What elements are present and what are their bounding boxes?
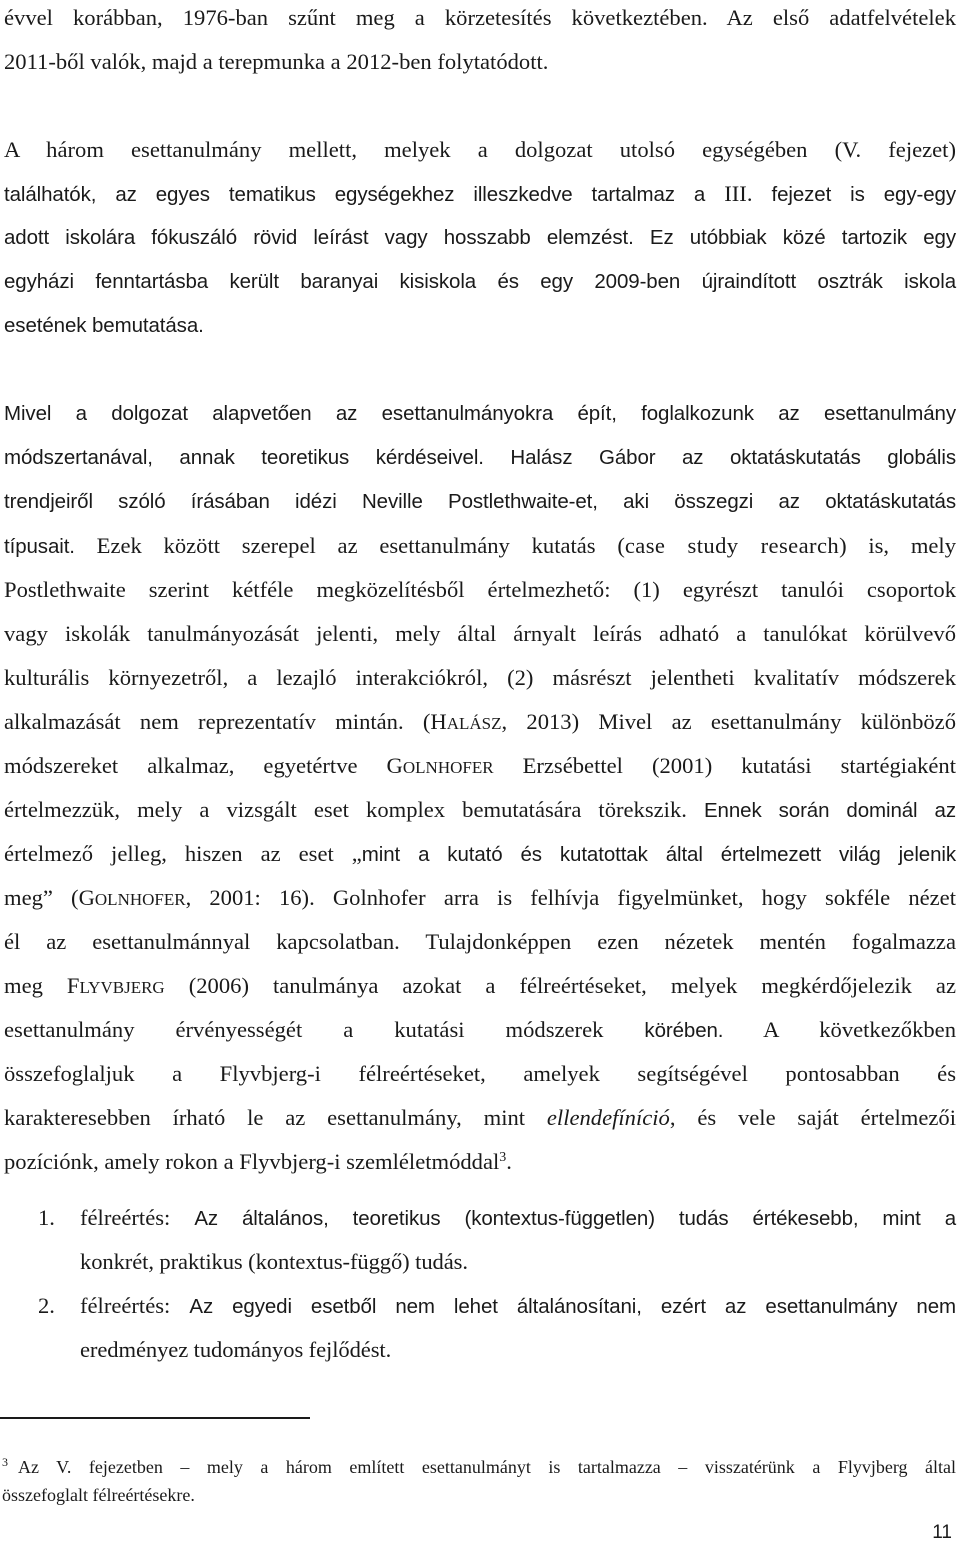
paragraph-line: egyházi fenntartásba került baranyai kisiskola és egy 2009-ben újraindított osztrák iskola [4,270,956,293]
list-number: 1. [38,1205,55,1230]
paragraph-line: A három esettanulmány mellett, melyek a dolgozat utolsó egységében (V. fejezet) [4,137,956,162]
paragraph-line: él az esettanulmánnyal kapcsolatban. Tulajdonképpen ezen nézetek mentén fogalmazza [4,929,956,954]
paragraph-line: módszereket alkalmaz, egyetértve GOLNHOFER Erzsébettel (2001) kutatási startégiaként [4,753,956,778]
page-number: 11 [932,1522,952,1543]
paragraph-line: találhatók, az egyes tematikus egységekhez illeszkedve tartalmaz a III. fejezet is egy-egy [4,181,956,206]
footnote-line: összefoglalt félreértésekre. [2,1485,195,1505]
paragraph-line: 2011-ből valók, majd a terepmunka a 2012-ben folytatódott. [4,49,549,74]
paragraph-line: alkalmazását nem reprezentatív mintán. (HALÁSZ, 2013) Mivel az esettanulmány különböző [4,709,957,734]
paragraph-line: értelmezzük, mely a vizsgált eset komplex bemutatására törekszik. Ennek során dominál az [4,797,956,822]
paragraph-line: összefoglaljuk a Flyvbjerg-i félreértéseket, amelyek segítségével pontosabban és [4,1061,956,1086]
paragraph-line: esettanulmány érvényességét a kutatási módszerek körében. A következőkben [4,1017,957,1042]
list-item-line: félreértés: Az általános, teoretikus (kontextus-független) tudás értékesebb, mint a [80,1205,956,1230]
list-item-line: eredményez tudományos fejlődést. [80,1337,392,1362]
footnote-ref: 3 [499,1150,507,1165]
paragraph-line: Mivel a dolgozat alapvetően az esettanulmányokra épít, foglalkozunk az esettanulmány [4,402,956,425]
list-item-line: konkrét, praktikus (kontextus-függő) tudás. [80,1249,468,1274]
paragraph-line: típusait. Ezek között szerepel az esettanulmány kutatás (case study research) is, mely [4,533,957,558]
paragraph-line: módszertanával, annak teoretikus kérdéseivel. Halász Gábor az oktatáskutatás globális [4,446,956,469]
paragraph-line: Postlethwaite szerint kétféle megközelítésből értelmezhető: (1) egyrészt tanulói csoportok [4,577,956,602]
paragraph-line: meg FLYVBJERG (2006) tanulmánya azokat a félreértéseket, melyek megkérdőjelezik az [4,973,956,998]
paragraph-line: értelmező jelleg, hiszen az eset „mint a kutató és kutatottak által értelmezett világ jelenik [4,841,956,866]
footnote-line: $^3$ Az V. fejezetben – mely a három említett esettanulmányt is tartalmazza – visszatérünk a Flyvjberg által [2,1455,956,1477]
paragraph-line: vagy iskolák tanulmányozását jelenti, mely által árnyalt leírás adható a tanulókat körülvevő [4,621,956,646]
paragraph-line: meg” (GOLNHOFER, 2001: 16). Golnhofer arra is felhívja figyelmünket, hogy sokféle nézet [4,885,956,910]
paragraph-line: esetének bemutatása. [4,314,204,337]
paragraph-line: trendjeiről szóló írásában idézi Neville Postlethwaite-et, aki összegzi az oktatáskutatás [4,490,956,513]
paragraph-line: kulturális környezetről, a lezajló interakciókról, (2) másrészt jelentheti kvalitatív módszerek [4,665,956,690]
paragraph-line: adott iskolára fókuszáló rövid leírást vagy hosszabb elemzést. Ez utóbbiak közé tartozik egy [4,226,956,249]
list-item-line: félreértés: Az egyedi esetből nem lehet általánosítani, ezért az esettanulmány nem [80,1293,956,1318]
paragraph-line: pozíciónk, amely rokon a Flyvbjerg-i szemléletmóddal$^3$. [4,1149,512,1174]
list-number: 2. [38,1293,55,1318]
paragraph-line: karakteresebben írható le az esettanulmány, mint ellendefíníció, és vele saját értelmezői [4,1105,956,1130]
paragraph-line: évvel korábban, 1976-ban szűnt meg a körzetesítés következtében. Az első adatfelvételek [4,5,956,30]
footnote-separator [0,1417,310,1419]
